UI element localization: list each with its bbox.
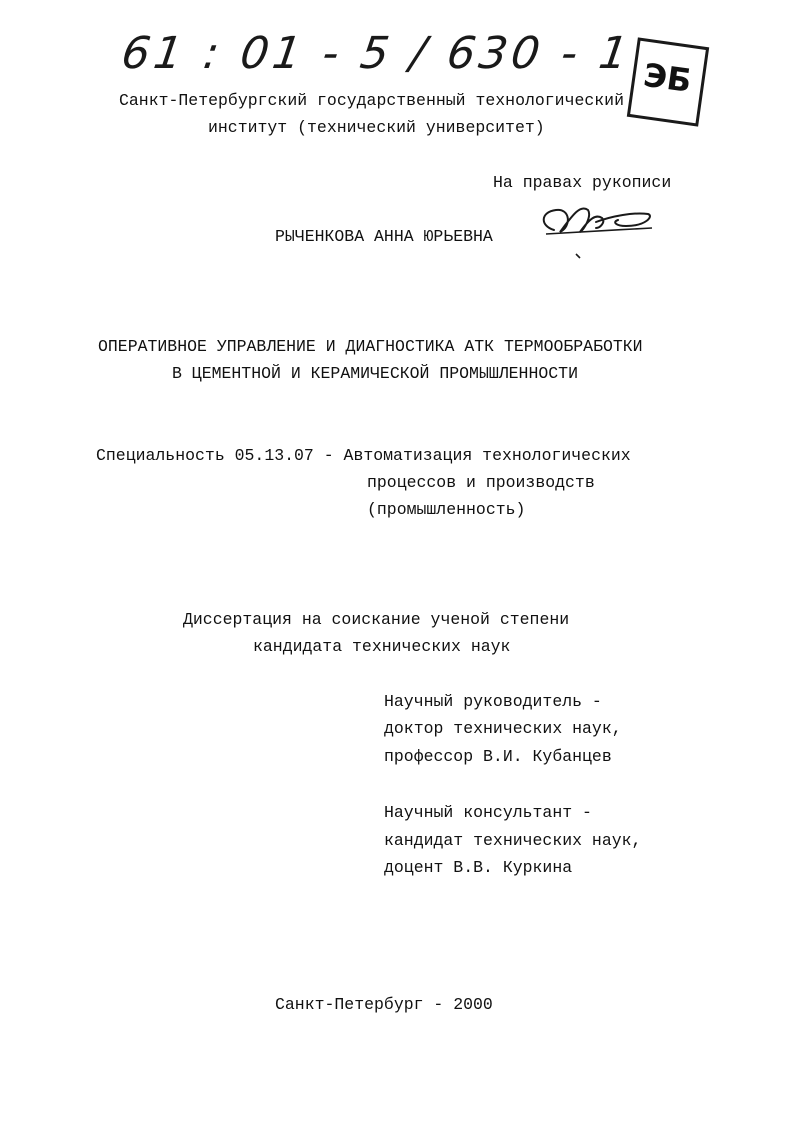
supervisor-line-3: профессор В.И. Кубанцев: [384, 747, 612, 766]
dissertation-line-1: Диссертация на соискание ученой степени: [183, 610, 570, 629]
city-and-year: Санкт-Петербург - 2000: [275, 995, 493, 1014]
institution-line-2: институт (технический университет): [208, 118, 545, 137]
manuscript-rights-note: На правах рукописи: [493, 173, 672, 192]
thesis-title-line-2: В ЦЕМЕНТНОЙ И КЕРАМИЧЕСКОЙ ПРОМЫШЛЕННОСТИ: [172, 364, 578, 383]
library-stamp: [627, 37, 709, 126]
signature: [536, 196, 656, 260]
consultant-line-2: кандидат технических наук,: [384, 831, 642, 850]
institution-line-1: Санкт-Петербургский государственный технологический: [119, 91, 624, 110]
supervisor-line-2: доктор технических наук,: [384, 719, 622, 738]
specialty-line-2: процессов и производств: [367, 473, 595, 492]
dissertation-line-2: кандидата технических наук: [253, 637, 511, 656]
supervisor-line-1: Научный руководитель -: [384, 692, 602, 711]
stamp-label: ЭБ: [641, 55, 694, 101]
thesis-title-line-1: ОПЕРАТИВНОЕ УПРАВЛЕНИЕ И ДИАГНОСТИКА АТК ТЕРМООБРАБОТКИ: [98, 337, 643, 356]
specialty-line-3: (промышленность): [367, 500, 526, 519]
author-name: РЫЧЕНКОВА АННА ЮРЬЕВНА: [275, 227, 493, 246]
handwritten-catalog-number: 61 : 01 - 5 / 630 - 1: [118, 28, 635, 79]
consultant-line-1: Научный консультант -: [384, 803, 592, 822]
specialty-line-1: Специальность 05.13.07 - Автоматизация технологических: [96, 446, 631, 465]
consultant-line-3: доцент В.В. Куркина: [384, 858, 573, 877]
